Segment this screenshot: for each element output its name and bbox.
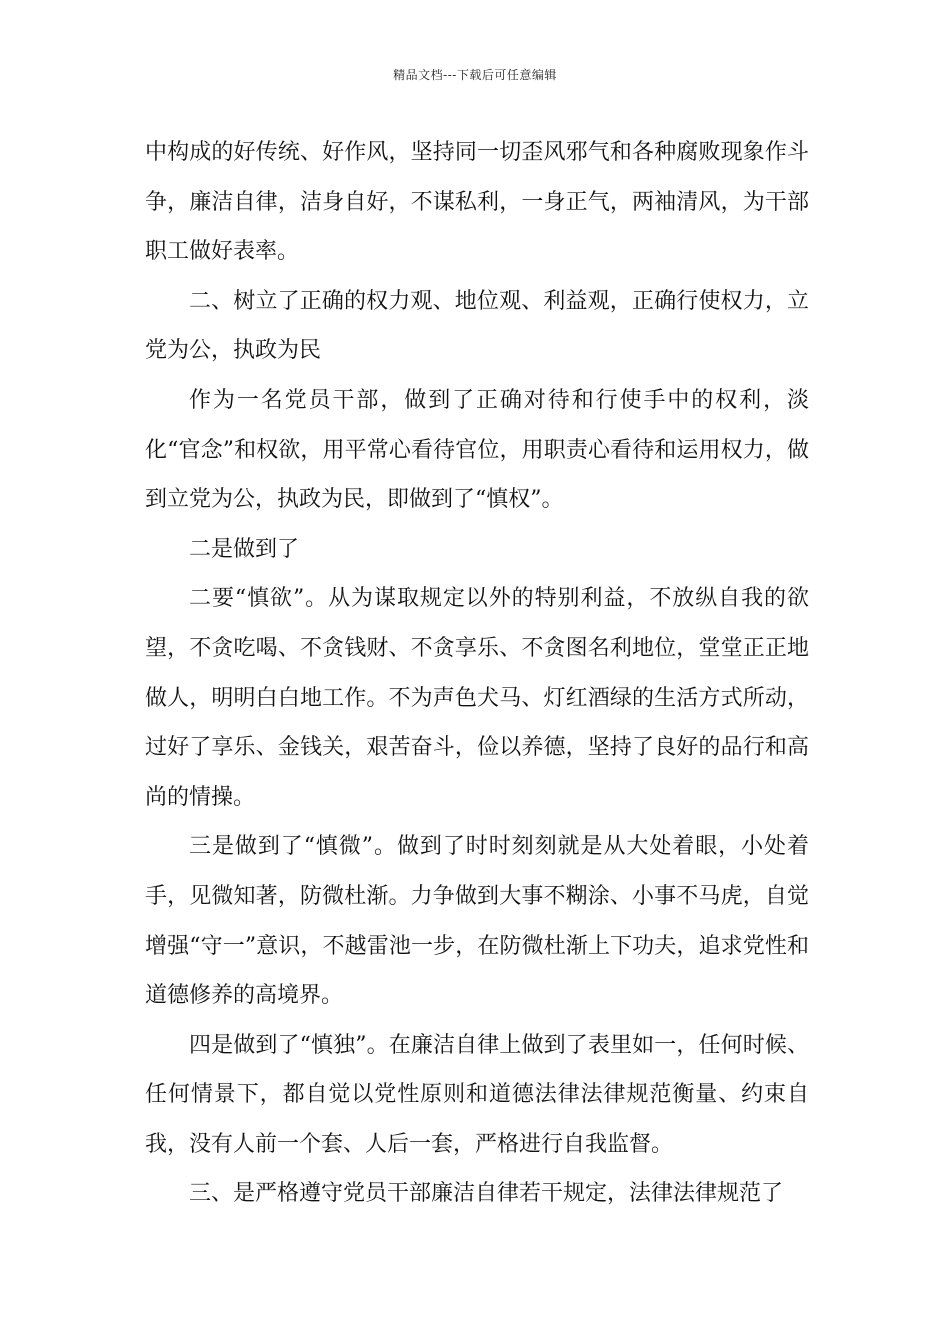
paragraph: 二要“慎欲”。从为谋取规定以外的特别利益，不放纵自我的欲望，不贪吃喝、不贪钱财、不贪享乐、不贪图名利地位，堂堂正正地做人，明明白白地工作。不为声色犬马、灯红酒绿的生活方式所动，过好了享乐、金钱关，艰苦奋斗，俭以养德，坚持了良好的品行和高尚的情操。 bbox=[145, 586, 809, 810]
paragraph: 三是做到了“慎微”。做到了时时刻刻就是从大处着眼，小处着手，见微知著，防微杜渐。力争做到大事不糊涂、小事不马虎，自觉增强“守一”意识，不越雷池一步，在防微杜渐上下功夫，追求党性和道德修养的高境界。 bbox=[145, 834, 809, 1009]
paragraph-heading: 三、是严格遵守党员干部廉洁自律若干规定，法律法律规范了 bbox=[189, 1181, 784, 1207]
paragraph: 作为一名党员干部，做到了正确对待和行使手中的权利，淡化“官念”和权欲，用平常心看待官位，用职责心看待和运用权力，做到立党为公，执政为民，即做到了“慎权”。 bbox=[145, 387, 809, 513]
document-body bbox=[145, 128, 809, 1219]
page-header: 精品文档---下载后可任意编辑 bbox=[393, 68, 557, 82]
paragraph: 中构成的好传统、好作风，坚持同一切歪风邪气和各种腐败现象作斗争，廉洁自律，洁身自好，不谋私利，一身正气，两袖清风，为干部职工做好表率。 bbox=[145, 140, 809, 265]
paragraph-heading: 二、树立了正确的权力观、地位观、利益观，正确行使权力，立党为公，执政为民 bbox=[145, 288, 809, 364]
paragraph: 二是做到了 bbox=[189, 536, 300, 562]
paragraph: 四是做到了“慎独”。在廉洁自律上做到了表里如一，任何时候、任何情景下，都自觉以党性原则和道德法律法律规范衡量、约束自我，没有人前一个套、人后一套，严格进行自我监督。 bbox=[145, 1032, 809, 1157]
